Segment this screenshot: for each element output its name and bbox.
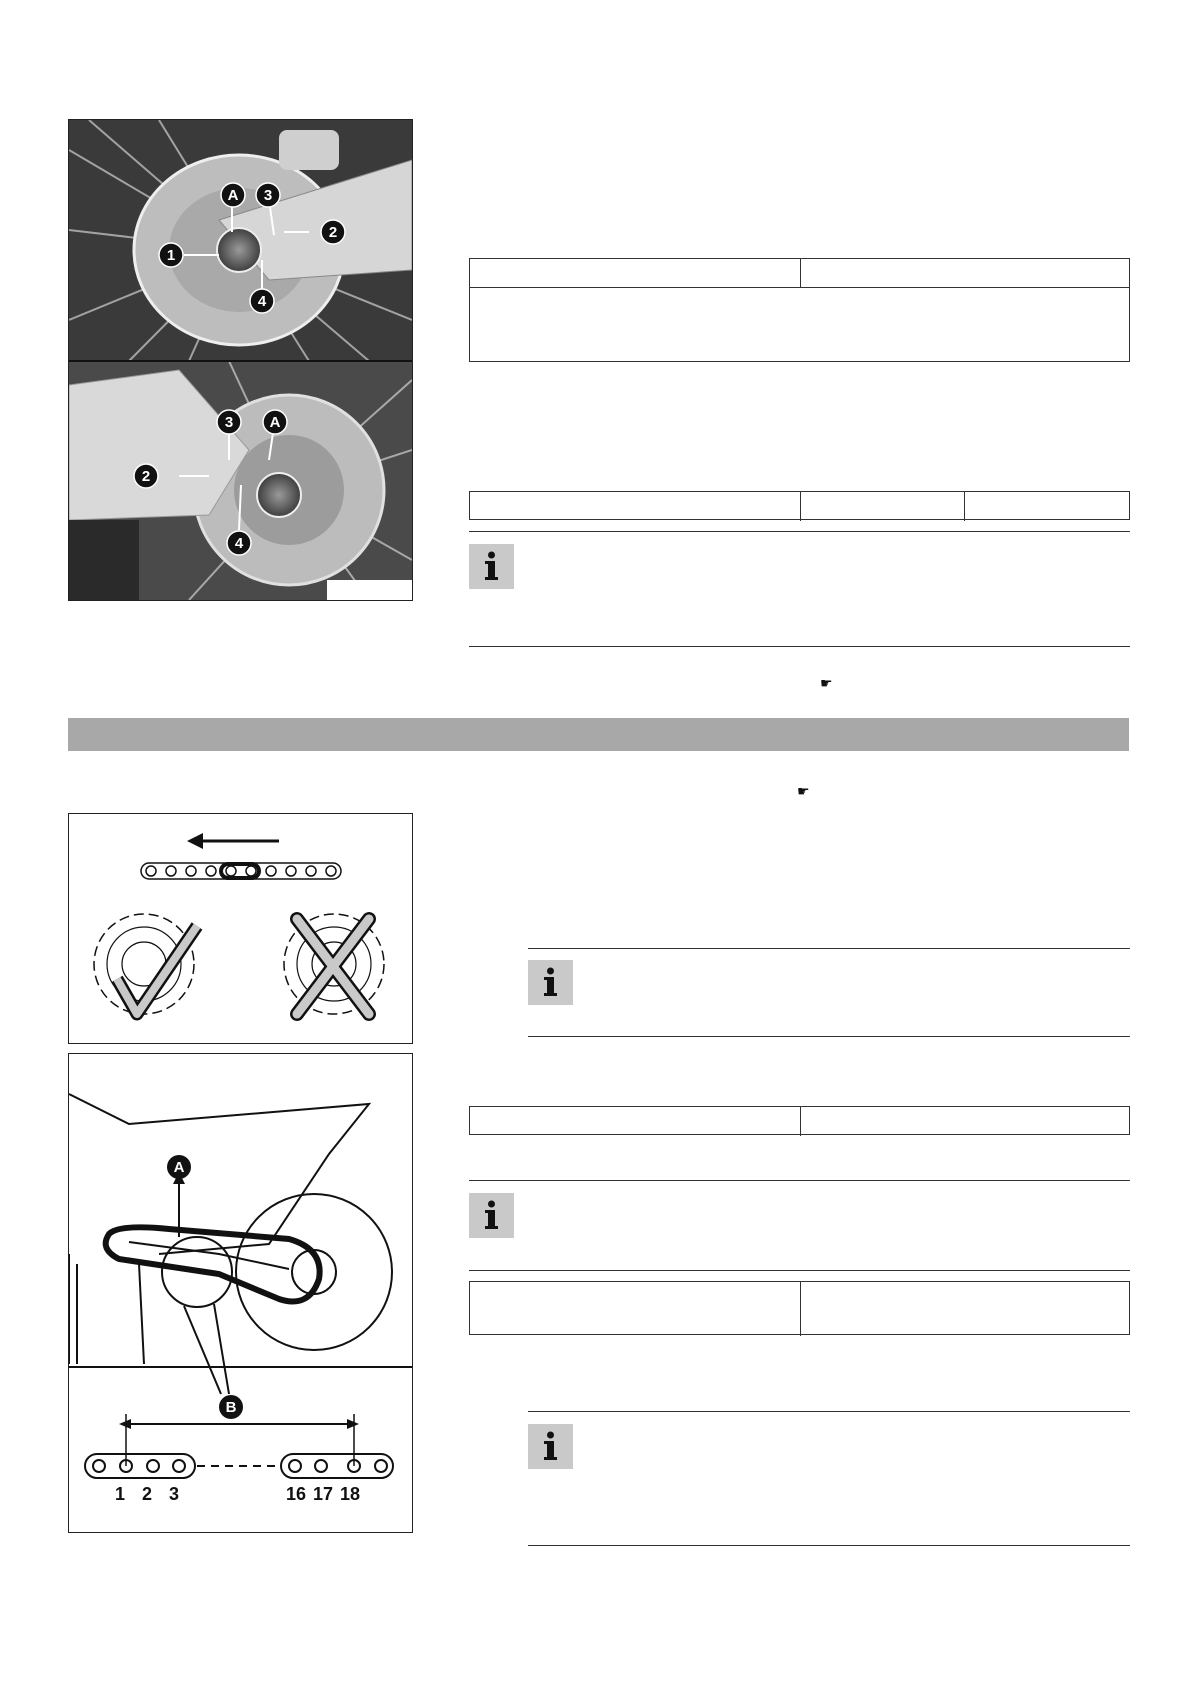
sprocket-drawing — [69, 814, 412, 1043]
note-2-top-rule — [528, 948, 1130, 949]
callout-b-chain-label: B — [225, 1399, 237, 1416]
sprocket-figure — [68, 813, 413, 1044]
link-number-16: 16 — [286, 1484, 307, 1504]
link-number-18: 18 — [340, 1484, 361, 1504]
link-number-17: 17 — [313, 1484, 334, 1504]
link-number-2: 2 — [142, 1484, 153, 1504]
note-1-bottom-rule — [469, 646, 1130, 647]
spec-table-2 — [469, 491, 1130, 520]
spec-table-3 — [469, 1106, 1130, 1135]
callout-3-top — [255, 182, 281, 208]
sprocket-cross-icon — [284, 914, 384, 1014]
spec-table-3-divider — [800, 1107, 801, 1136]
info-icon — [528, 1424, 573, 1469]
spec-table-4-divider — [800, 1282, 801, 1336]
callout-a-top — [220, 182, 246, 208]
spec-table-2-divider-1 — [800, 492, 801, 521]
note-4-top-rule — [528, 1411, 1130, 1412]
callout-2-bottom-label: 2 — [141, 468, 151, 485]
note-1-top-rule — [469, 531, 1130, 532]
callout-a-chain — [166, 1154, 192, 1180]
callout-4-bottom — [226, 530, 252, 556]
spec-table-4 — [469, 1281, 1130, 1335]
chain-icon — [141, 863, 341, 879]
chain-wear-figure — [68, 1053, 413, 1533]
spec-table-2-divider-2 — [964, 492, 965, 521]
callout-b-chain — [218, 1394, 244, 1420]
callout-3-bottom — [216, 409, 242, 435]
callout-4-top-label: 4 — [257, 293, 267, 310]
callout-3-bottom-label: 3 — [224, 414, 234, 431]
spec-table-1-divider — [800, 259, 801, 288]
hand-pointer-icon[interactable]: ☛ — [820, 676, 833, 692]
hand-pointer-icon[interactable]: ☛ — [797, 784, 810, 800]
note-2-bottom-rule — [528, 1036, 1130, 1037]
callout-1-top — [158, 242, 184, 268]
callout-a-bottom — [262, 409, 288, 435]
callout-2-top-label: 2 — [328, 224, 338, 241]
link-number-1: 1 — [115, 1484, 126, 1504]
callout-4-top — [249, 288, 275, 314]
arrow-left-icon — [187, 833, 279, 849]
info-icon — [528, 960, 573, 1005]
callout-2-bottom — [133, 463, 159, 489]
callout-2-top — [320, 219, 346, 245]
info-icon — [469, 1193, 514, 1238]
callout-1-top-label: 1 — [166, 247, 176, 264]
section-header-bar — [68, 718, 1129, 751]
callout-a-chain-label: A — [173, 1159, 185, 1176]
note-3-top-rule — [469, 1180, 1130, 1181]
axle-photo-figure — [68, 119, 413, 601]
sprocket-check-icon — [94, 914, 197, 1014]
info-icon — [469, 544, 514, 589]
note-4-bottom-rule — [528, 1545, 1130, 1546]
link-number-3: 3 — [169, 1484, 180, 1504]
note-3-bottom-rule — [469, 1270, 1130, 1271]
spec-table-1 — [469, 258, 1130, 362]
callout-a-bottom-label: A — [269, 414, 281, 431]
callout-a-top-label: A — [227, 187, 239, 204]
callout-4-bottom-label: 4 — [234, 535, 244, 552]
callout-3-top-label: 3 — [263, 187, 273, 204]
chain-wear-drawing — [69, 1054, 412, 1532]
